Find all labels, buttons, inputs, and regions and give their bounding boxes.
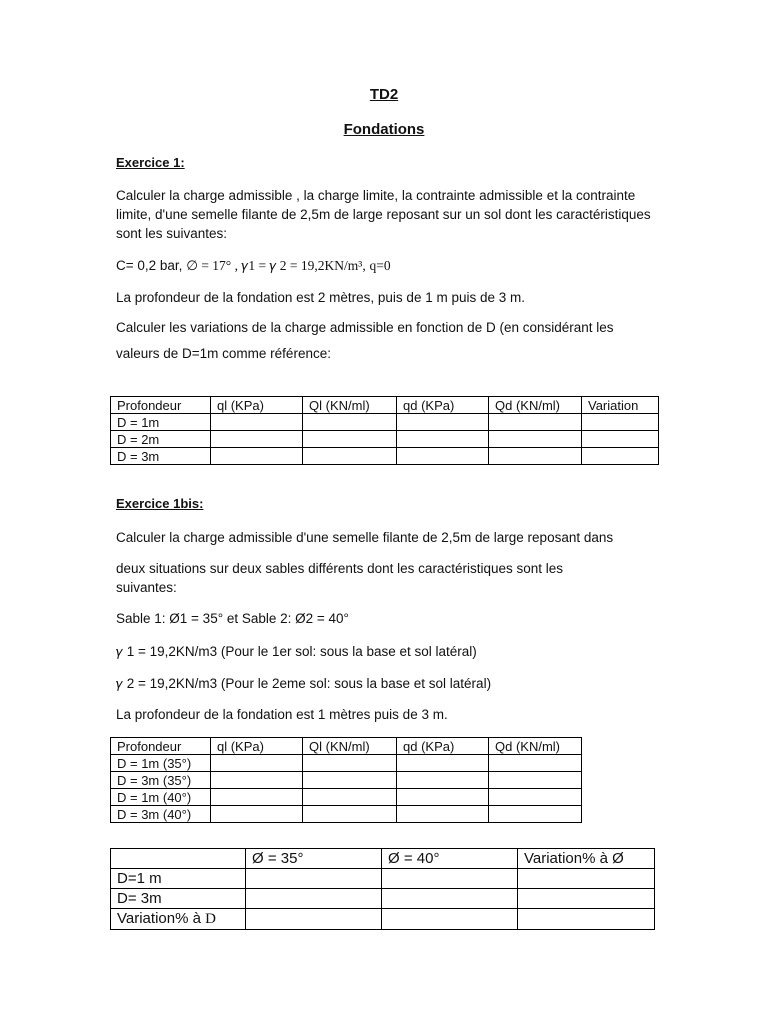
column-header: Variation% à Ø bbox=[518, 849, 655, 869]
table-cell bbox=[303, 772, 397, 789]
table-cell bbox=[582, 448, 659, 465]
column-header: Profondeur bbox=[111, 738, 211, 755]
exercise-1bis-statement-1: Calculer la charge admissible d'une semelle filante de 2,5m de large reposant dans bbox=[116, 530, 614, 545]
column-header: Variation bbox=[582, 397, 659, 414]
variation-table bbox=[110, 848, 655, 930]
table-cell bbox=[489, 806, 582, 823]
table-row bbox=[111, 772, 582, 789]
exercise-1-table bbox=[110, 396, 659, 465]
table-cell bbox=[489, 448, 582, 465]
page-title: TD2 bbox=[369, 86, 399, 103]
table-cell bbox=[397, 755, 489, 772]
table-cell bbox=[489, 414, 582, 431]
exercise-1-variation-text-1: Calculer les variations de la charge admissible en fonction de D (en considérant les bbox=[116, 320, 614, 335]
table-row bbox=[111, 869, 655, 889]
column-header: qd (KPa) bbox=[397, 397, 489, 414]
exercise-1bis-depth-text: La profondeur de la fondation est 1 mètres puis de 3 m. bbox=[116, 707, 448, 722]
column-header: Ø = 35° bbox=[246, 849, 382, 869]
row-label: D = 1m bbox=[111, 414, 211, 431]
depth-symbol: D bbox=[205, 911, 216, 927]
table-cell bbox=[518, 869, 655, 889]
column-header: Ql (KN/ml) bbox=[303, 738, 397, 755]
table-cell bbox=[397, 448, 489, 465]
column-header: Qd (KN/ml) bbox=[489, 738, 582, 755]
row-label: D = 2m bbox=[111, 431, 211, 448]
table-cell bbox=[211, 789, 303, 806]
table-row bbox=[111, 755, 582, 772]
table-cell bbox=[211, 448, 303, 465]
row-label: D= 3m bbox=[111, 889, 246, 909]
param-q: q=0 bbox=[369, 258, 391, 273]
row-label: D = 3m (35°) bbox=[111, 772, 211, 789]
table-cell bbox=[582, 414, 659, 431]
table-cell bbox=[489, 772, 582, 789]
table-cell bbox=[397, 431, 489, 448]
table-cell bbox=[211, 806, 303, 823]
table-cell bbox=[303, 755, 397, 772]
table-cell bbox=[582, 431, 659, 448]
table-cell bbox=[303, 806, 397, 823]
table-cell bbox=[397, 806, 489, 823]
table-row bbox=[111, 431, 659, 448]
table-cell bbox=[303, 448, 397, 465]
column-header: Qd (KN/ml) bbox=[489, 397, 582, 414]
exercise-1-parameters bbox=[116, 256, 676, 275]
row-label: D = 1m (40°) bbox=[111, 789, 211, 806]
column-header bbox=[111, 849, 246, 869]
table-cell bbox=[246, 869, 382, 889]
row-label: D = 3m bbox=[111, 448, 211, 465]
column-header: Ql (KN/ml) bbox=[303, 397, 397, 414]
table-cell bbox=[489, 755, 582, 772]
row-label: D = 1m (35°) bbox=[111, 755, 211, 772]
exercise-1-statement: Calculer la charge admissible , la charge limite, la contrainte admissible et la contrainte limite, d'une semelle filante de 2,5m de large reposant sur un sol dont les caractéristiques sont les suivantes: bbox=[116, 188, 651, 241]
table-row bbox=[111, 789, 582, 806]
gamma-1-line bbox=[116, 642, 661, 661]
exercise-1-heading: Exercice 1: bbox=[116, 155, 185, 170]
table-cell bbox=[397, 414, 489, 431]
param-phi-gamma: ∅ = 17° , 𝛾1 = 𝛾 2 = 19,2KN/m³, bbox=[186, 258, 366, 273]
gamma-2-line bbox=[116, 674, 661, 693]
table-cell bbox=[397, 772, 489, 789]
table-cell bbox=[382, 869, 518, 889]
exercise-1-depth-text: La profondeur de la fondation est 2 mètres, puis de 1 m puis de 3 m. bbox=[116, 290, 525, 305]
gamma-2-text: 2 = 19,2KN/m3 (Pour le 2eme sol: sous la base et sol latéral) bbox=[123, 676, 492, 691]
table-cell bbox=[303, 789, 397, 806]
table-header-row bbox=[111, 397, 659, 414]
table-row bbox=[111, 806, 582, 823]
column-header: Profondeur bbox=[111, 397, 211, 414]
table-cell bbox=[489, 789, 582, 806]
table-cell bbox=[382, 909, 518, 930]
row-label: D=1 m bbox=[111, 869, 246, 889]
page-subtitle: Fondations bbox=[343, 121, 425, 138]
table-cell bbox=[518, 889, 655, 909]
table-cell bbox=[211, 431, 303, 448]
table-cell bbox=[397, 789, 489, 806]
table-cell bbox=[246, 909, 382, 930]
table-cell bbox=[211, 414, 303, 431]
gamma-symbol: 𝛾 bbox=[116, 644, 123, 659]
sand-parameters: Sable 1: Ø1 = 35° et Sable 2: Ø2 = 40° bbox=[116, 611, 349, 626]
table-cell bbox=[211, 772, 303, 789]
gamma-1-text: 1 = 19,2KN/m3 (Pour le 1er sol: sous la base et sol latéral) bbox=[123, 644, 477, 659]
table-cell bbox=[303, 414, 397, 431]
table-cell bbox=[303, 431, 397, 448]
exercise-1-variation-text-2: valeurs de D=1m comme référence: bbox=[116, 346, 331, 361]
exercise-1bis-table bbox=[110, 737, 582, 823]
column-header: qd (KPa) bbox=[397, 738, 489, 755]
row-label: D = 3m (40°) bbox=[111, 806, 211, 823]
table-header-row bbox=[111, 738, 582, 755]
variation-label: Variation% à bbox=[117, 910, 206, 927]
table-cell bbox=[382, 889, 518, 909]
column-header: ql (KPa) bbox=[211, 397, 303, 414]
column-header: Ø = 40° bbox=[382, 849, 518, 869]
row-label bbox=[111, 909, 246, 930]
column-header: ql (KPa) bbox=[211, 738, 303, 755]
table-row bbox=[111, 909, 655, 930]
table-cell bbox=[211, 755, 303, 772]
param-cohesion: C= 0,2 bar, bbox=[116, 258, 183, 273]
table-row bbox=[111, 889, 655, 909]
exercise-1bis-statement-2: deux situations sur deux sables différents dont les caractéristiques sont les suivantes: bbox=[116, 561, 563, 595]
exercise-1bis-heading: Exercice 1bis: bbox=[116, 496, 204, 511]
gamma-symbol: 𝛾 bbox=[116, 676, 123, 691]
table-row bbox=[111, 414, 659, 431]
table-cell bbox=[246, 889, 382, 909]
table-cell bbox=[489, 431, 582, 448]
table-header-row bbox=[111, 849, 655, 869]
table-row bbox=[111, 448, 659, 465]
table-cell bbox=[518, 909, 655, 930]
